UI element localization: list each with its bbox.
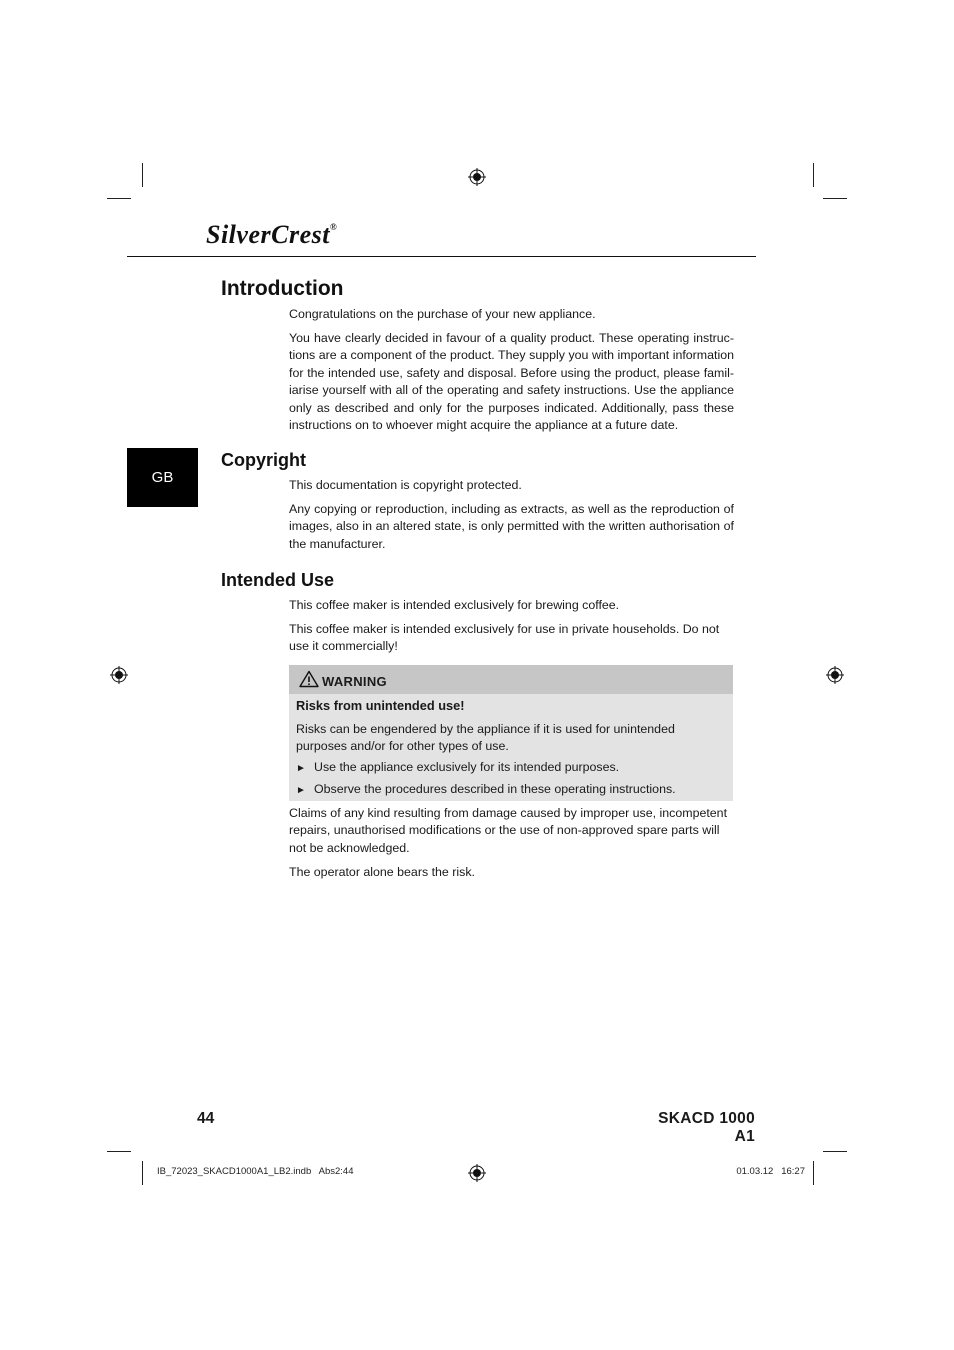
warning-label: WARNING bbox=[322, 674, 387, 689]
registration-mark-icon bbox=[826, 666, 844, 684]
print-slug-file: IB_72023_SKACD1000A1_LB2.indb Abs2:44 bbox=[157, 1166, 354, 1177]
crop-mark bbox=[142, 163, 143, 187]
heading-intended-use: Intended Use bbox=[221, 570, 335, 590]
heading-copyright: Copyright bbox=[221, 450, 306, 470]
intended-use-paragraph-4: The operator alone bears the risk. bbox=[289, 865, 475, 879]
crop-mark bbox=[823, 1151, 847, 1152]
warning-box bbox=[289, 665, 733, 801]
intended-use-paragraph-1: This coffee maker is intended exclusively for brewing coffee. bbox=[289, 598, 620, 612]
crop-mark bbox=[813, 1161, 814, 1185]
registration-mark-icon bbox=[468, 168, 486, 186]
registration-mark-icon bbox=[468, 1164, 486, 1182]
crop-mark bbox=[823, 198, 847, 199]
warning-text: Risks can be engendered by the appliance if it is used for unintended purposes and/or for other types of use. bbox=[296, 722, 675, 754]
registration-mark-icon bbox=[110, 666, 128, 684]
brand-logo bbox=[206, 220, 337, 250]
crop-mark bbox=[107, 1151, 131, 1152]
intended-use-paragraph-2: This coffee maker is intended exclusively for use in private households. Do not use it commercially! bbox=[289, 622, 720, 654]
copyright-paragraph-1: This documentation is copyright protected. bbox=[289, 478, 522, 492]
crop-mark bbox=[107, 198, 131, 199]
intro-paragraph-2: You have clearly decided in favour of a quality product. These operating instruc-tions are a component of the product. They supply you with important information for the intended use, safety and disposal. Before using the product, please famil-iarise yourself with all of the operating and safety instructions. Use the appliance only as described and only for the purposes indicated. Additionally, pass these instructions on to whoever might acquire the appliance at a future date. bbox=[289, 331, 734, 433]
heading-introduction: Introduction bbox=[221, 277, 344, 300]
print-slug-date: 01.03.12 16:27 bbox=[736, 1166, 805, 1177]
warning-bullet-text: Observe the procedures described in these operating instructions. bbox=[314, 782, 676, 796]
intro-paragraph-1: Congratulations on the purchase of your new appliance. bbox=[289, 307, 596, 321]
warning-bullet bbox=[296, 759, 619, 777]
crop-mark bbox=[142, 1161, 143, 1185]
warning-header bbox=[289, 665, 733, 694]
arrow-right-icon: ► bbox=[296, 763, 306, 774]
registered-mark: ® bbox=[329, 222, 338, 232]
model-number: SKACD 1000 A1 bbox=[658, 1110, 755, 1145]
crop-mark bbox=[813, 163, 814, 187]
warning-bullet-text: Use the appliance exclusively for its intended purposes. bbox=[314, 760, 620, 774]
intended-use-paragraph-3: Claims of any kind resulting from damage caused by improper use, incompetent repairs, unauthorised modifications or the use of non-approved spare parts will not be acknowledged. bbox=[289, 806, 728, 855]
language-tab-label: GB bbox=[151, 469, 174, 486]
arrow-right-icon: ► bbox=[296, 785, 306, 796]
language-tab bbox=[127, 448, 198, 507]
copyright-paragraph-2: Any copying or reproduction, including as extracts, as well as the reproduction of images, also in an altered state, is only permitted with the written authorisation of the manufacturer. bbox=[289, 502, 734, 551]
page-number: 44 bbox=[197, 1110, 215, 1127]
warning-subtitle: Risks from unintended use! bbox=[296, 698, 465, 713]
warning-triangle-icon bbox=[299, 670, 319, 688]
brand-logo-text: SilverCrest bbox=[206, 220, 330, 249]
header-rule bbox=[127, 256, 756, 257]
warning-bullet bbox=[296, 781, 676, 799]
